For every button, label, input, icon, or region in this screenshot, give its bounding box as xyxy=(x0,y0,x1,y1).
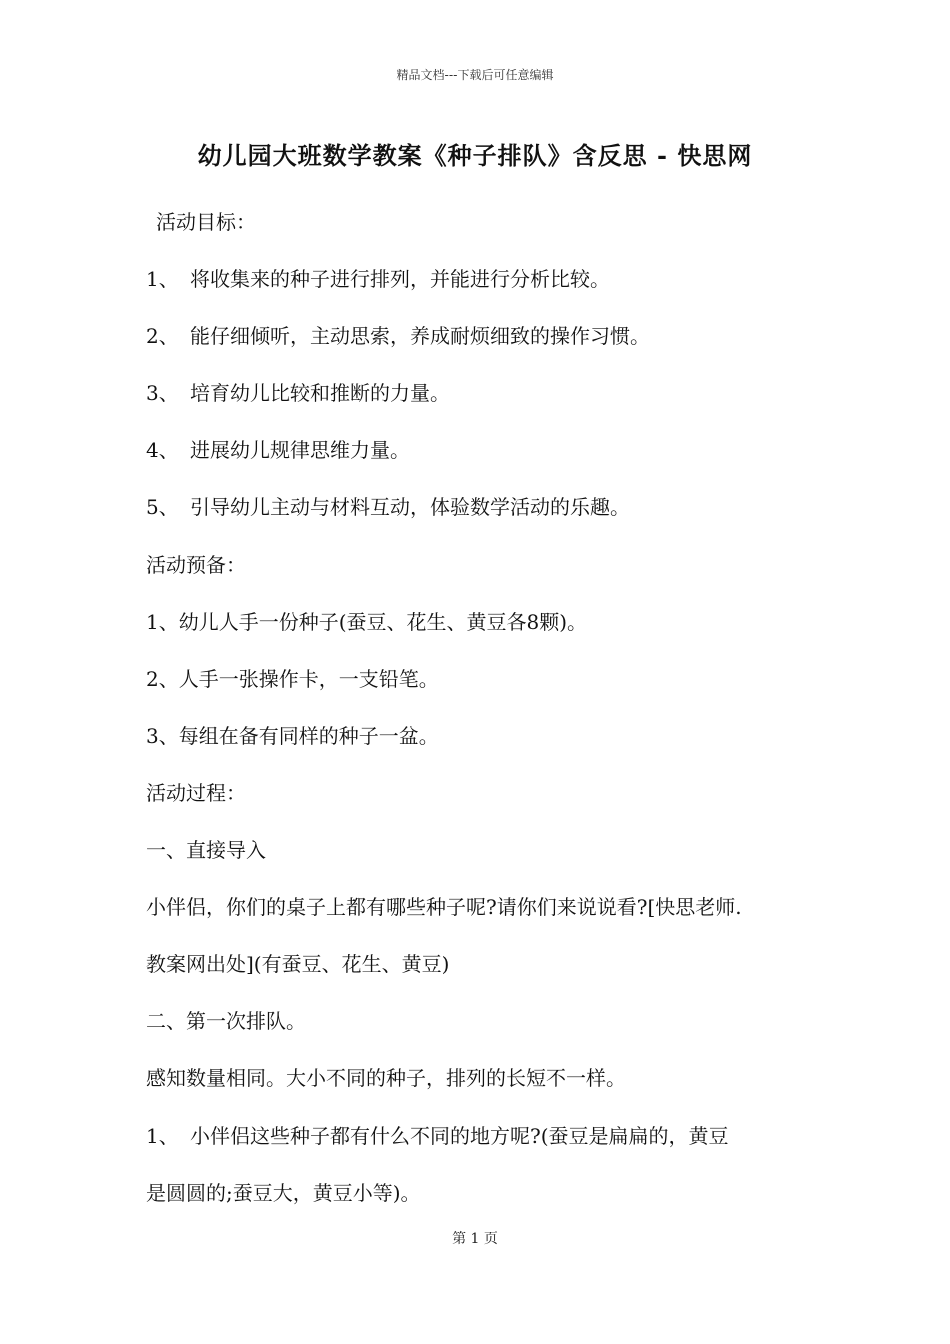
goal-number: 3、 xyxy=(146,381,179,405)
prep-item: 3、每组在备有同样的种子一盆。 xyxy=(146,724,439,748)
header-note: 精品文档---下载后可任意编辑 xyxy=(396,68,554,82)
page-number: 第 1 页 xyxy=(452,1231,498,1247)
goal-item xyxy=(146,265,610,293)
goal-item xyxy=(146,379,450,407)
goal-number: 5、 xyxy=(146,495,179,519)
document-title: 幼儿园大班数学教案《种子排队》含反思 - 快思网 xyxy=(197,141,753,170)
goal-text: 引导幼儿主动与材料互动，体验数学活动的乐趣。 xyxy=(190,495,630,519)
goal-number: 1、 xyxy=(146,267,179,291)
goal-number: 4、 xyxy=(146,438,179,462)
goal-text: 能仔细倾听，主动思索，养成耐烦细致的操作习惯。 xyxy=(190,324,650,348)
section1-heading: 一、直接导入 xyxy=(146,838,266,862)
prep-item: 2、人手一张操作卡，一支铅笔。 xyxy=(146,667,439,691)
goal-item xyxy=(146,493,630,521)
section1-text-continued: 教案网出处](有蚕豆、花生、黄豆) xyxy=(146,952,450,976)
section2-item-continued: 是圆圆的;蚕豆大，黄豆小等)。 xyxy=(146,1181,421,1205)
goal-text: 进展幼儿规律思维力量。 xyxy=(190,438,410,462)
goal-number: 2、 xyxy=(146,324,179,348)
prep-heading: 活动预备： xyxy=(146,553,246,577)
section2-heading: 二、第一次排队。 xyxy=(146,1009,306,1033)
section1-text: 小伴侣，你们的桌子上都有哪些种子呢?请你们来说说看?[快思老师. xyxy=(146,895,742,919)
goal-item xyxy=(146,322,650,350)
goal-text: 将收集来的种子进行排列，并能进行分析比较。 xyxy=(190,267,610,291)
section2-item xyxy=(146,1122,729,1150)
goal-item xyxy=(146,436,410,464)
prep-item: 1、幼儿人手一份种子(蚕豆、花生、黄豆各8颗)。 xyxy=(146,610,588,634)
section2-item-number: 1、 xyxy=(146,1124,179,1148)
process-heading: 活动过程： xyxy=(146,781,246,805)
goal-text: 培育幼儿比较和推断的力量。 xyxy=(190,381,450,405)
section2-text: 感知数量相同。大小不同的种子，排列的长短不一样。 xyxy=(146,1066,626,1090)
goals-heading: 活动目标： xyxy=(156,210,256,234)
section2-item-text: 小伴侣这些种子都有什么不同的地方呢?(蚕豆是扁扁的，黄豆 xyxy=(190,1124,729,1148)
